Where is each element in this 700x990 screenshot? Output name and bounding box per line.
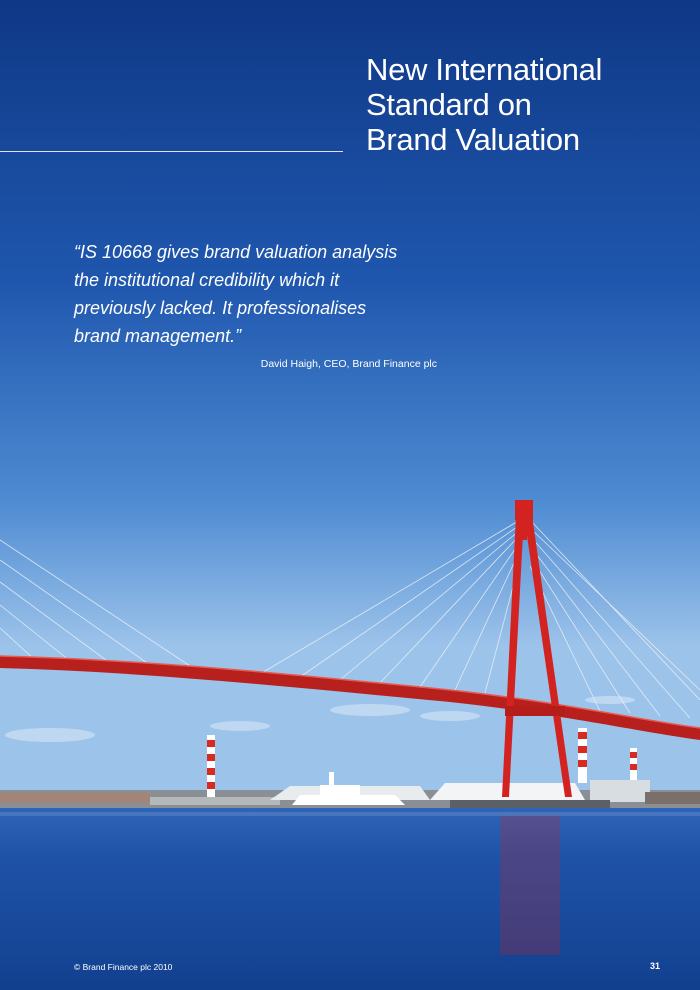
title-line-2: Standard on xyxy=(366,87,532,122)
quote-line-1: “IS 10668 gives brand valuation analysis xyxy=(74,242,398,262)
title-line-3: Brand Valuation xyxy=(366,122,580,157)
quote-attribution: David Haigh, CEO, Brand Finance plc xyxy=(260,358,437,370)
pull-quote xyxy=(74,238,454,350)
title-line-1: New International xyxy=(366,52,603,87)
quote-line-3: previously lacked. It professionalises xyxy=(74,298,367,318)
copyright-notice: © Brand Finance plc 2010 xyxy=(74,962,173,972)
quote-line-2: the institutional credibility which it xyxy=(74,270,340,290)
quote-line-4: brand management.” xyxy=(74,326,242,346)
page-number: 31 xyxy=(649,961,660,971)
page-title xyxy=(366,52,602,157)
title-divider xyxy=(0,151,343,152)
